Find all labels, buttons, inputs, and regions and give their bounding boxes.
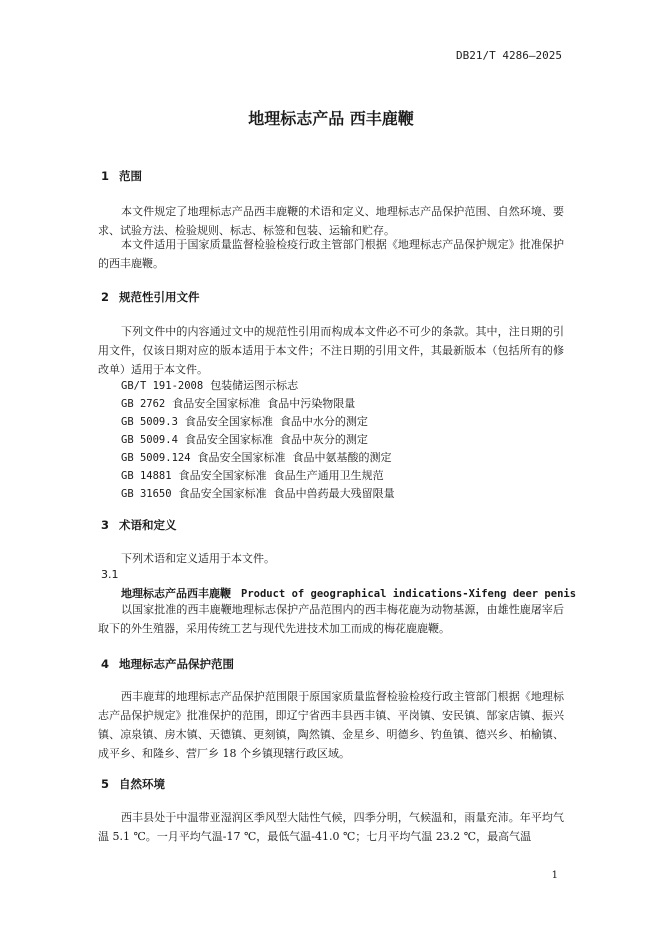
section-title: 范围 xyxy=(119,169,142,183)
term-chinese: 地理标志产品西丰鹿鞭 xyxy=(121,587,231,600)
paragraph-references-intro: 下列文件中的内容通过文中的规范性引用而构成本文件必不可少的条款。其中，注日期的引用文件，仅该日期对应的版本适用于本文件；不注日期的引用文件，其最新版本（包括所有的修改单）适用于本文件。 xyxy=(98,325,564,376)
reference-item: GB/T 191-2008 包装储运图示标志 xyxy=(121,379,299,392)
section-number: 3 xyxy=(101,518,110,532)
paragraph-scope-2: 本文件适用于国家质量监督检验检疫行政主管部门根据《地理标志产品保护规定》批准保护的西丰鹿鞭。 xyxy=(98,238,564,270)
reference-item: GB 2762 食品安全国家标准 食品中污染物限量 xyxy=(121,397,356,410)
reference-item: GB 31650 食品安全国家标准 食品中兽药最大残留限量 xyxy=(121,487,395,500)
paragraph-protection-range: 西丰鹿茸的地理标志产品保护范围限于原国家质量监督检验检疫行政主管部门根据《地理标志产品保护规定》批准保护的范围，即辽宁省西丰县西丰镇、平岗镇、安民镇、郜家店镇、振兴镇、凉泉镇、房木镇、天德镇、更刻镇，陶然镇、金星乡、明德乡、钓鱼镇、德兴乡、柏榆镇、成平乡、和隆乡、营厂乡 18 个乡镇现辖行政区域。 xyxy=(98,690,564,760)
page-number: 1 xyxy=(551,870,558,881)
paragraph-term-definition: 以国家批准的西丰鹿鞭地理标志保护产品范围内的西丰梅花鹿为动物基源，由雄性鹿屠宰后取下的外生殖器，采用传统工艺与现代先进技术加工而成的梅花鹿鹿鞭。 xyxy=(98,603,564,635)
term-number: 3.1 xyxy=(101,568,119,581)
section-number: 4 xyxy=(101,657,110,671)
reference-item: GB 5009.3 食品安全国家标准 食品中水分的测定 xyxy=(121,415,368,428)
term-english: Product of geographical indications-Xifeng deer penis xyxy=(241,588,577,600)
section-title: 地理标志产品保护范围 xyxy=(119,657,234,671)
section-number: 2 xyxy=(101,290,110,304)
term-heading xyxy=(121,585,576,601)
paragraph-environment: 西丰县处于中温带亚湿润区季风型大陆性气候，四季分明，气候温和，雨量充沛。年平均气温 5.1 ℃。一月平均气温-17 ℃，最低气温-41.0 ℃；七月平均气温 23.2 ℃，最高气温 xyxy=(98,811,564,843)
section-heading-2 xyxy=(101,289,200,305)
section-heading-1 xyxy=(101,168,142,184)
section-heading-3 xyxy=(101,517,177,533)
paragraph-scope-1: 本文件规定了地理标志产品西丰鹿鞭的术语和定义、地理标志产品保护范围、自然环境、要求、试验方法、检验规则、标志、标签和包装、运输和贮存。 xyxy=(98,205,564,237)
section-heading-4 xyxy=(101,656,234,672)
reference-item: GB 5009.4 食品安全国家标准 食品中灰分的测定 xyxy=(121,433,368,446)
section-number: 5 xyxy=(101,777,110,791)
reference-item: GB 5009.124 食品安全国家标准 食品中氨基酸的测定 xyxy=(121,451,392,464)
document-title: 地理标志产品 西丰鹿鞭 xyxy=(248,109,414,128)
section-title: 规范性引用文件 xyxy=(119,290,200,304)
section-title: 术语和定义 xyxy=(119,518,177,532)
section-title: 自然环境 xyxy=(119,777,165,791)
section-heading-5 xyxy=(101,776,165,792)
paragraph-terms-intro: 下列术语和定义适用于本文件。 xyxy=(121,552,275,565)
document-number: DB21/T 4286—2025 xyxy=(456,49,562,62)
section-number: 1 xyxy=(101,169,110,183)
reference-item: GB 14881 食品安全国家标准 食品生产通用卫生规范 xyxy=(121,469,384,482)
